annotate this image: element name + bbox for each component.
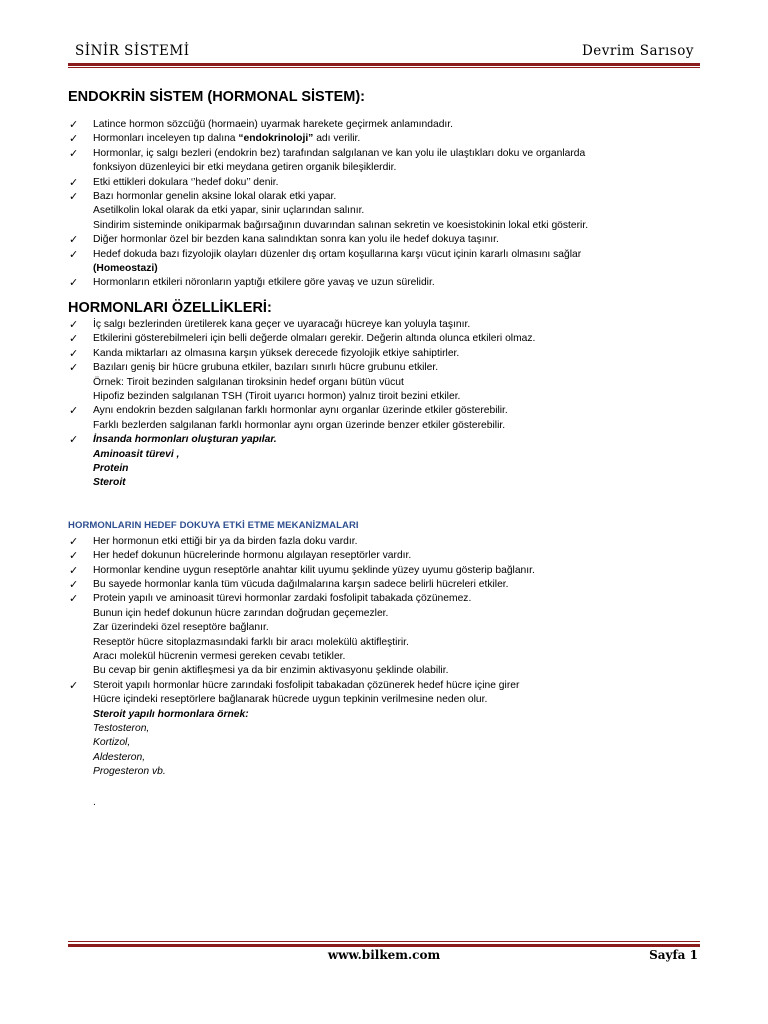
check-mark-icon: ✓ bbox=[69, 549, 79, 563]
list-item-text: Her hedef dokunun hücrelerinde hormonu algılayan reseptörler vardır. bbox=[93, 550, 412, 562]
section-title-endokrin: ENDOKRİN SİSTEM (HORMONAL SİSTEM): bbox=[68, 89, 365, 105]
check-mark-icon: ✓ bbox=[69, 346, 79, 360]
list-item-text: Her hormonun etki ettiği bir ya da birden fazla doku vardır. bbox=[93, 535, 358, 547]
list-item-text: Bunun için hedef dokunun hücre zarından doğrudan geçemezler. bbox=[93, 607, 389, 619]
check-mark-icon: ✓ bbox=[69, 563, 79, 577]
list-item-text: Asetilkolin lokal olarak da etki yapar, sinir uçlarından salınır. bbox=[93, 205, 365, 217]
type-item: Steroit bbox=[93, 477, 126, 489]
list-item-text: Zar üzerindeki özel reseptöre bağlanır. bbox=[93, 622, 269, 634]
list-item bbox=[68, 132, 700, 146]
check-mark-icon: ✓ bbox=[69, 276, 79, 290]
check-mark-icon: ✓ bbox=[69, 678, 79, 692]
list-item bbox=[68, 361, 700, 404]
list-item-text: Kanda miktarları az olmasına karşın yüksek derecede fizyolojik etkiye sahiptirler. bbox=[93, 347, 460, 359]
check-mark-icon: ✓ bbox=[69, 175, 79, 189]
check-mark-icon: ✓ bbox=[69, 332, 79, 346]
footer-url[interactable]: www.bilkem.com bbox=[327, 948, 441, 962]
list-item bbox=[68, 332, 700, 346]
list-item-text: Bazı hormonlar genelin aksine lokal olarak etki yapar. bbox=[93, 191, 337, 203]
list-item-text: Reseptör hücre sitoplazmasındaki farklı bir aracı molekülü aktifleştirir. bbox=[93, 636, 409, 648]
check-mark-icon: ✓ bbox=[69, 433, 79, 447]
list-item-text: Farklı bezlerden salgılanan farklı hormonlar aynı organ üzerinde benzer etkiler gösterebilir. bbox=[93, 419, 506, 431]
check-mark-icon: ✓ bbox=[69, 404, 79, 418]
list-item bbox=[68, 404, 700, 433]
footer-rule-thin bbox=[68, 941, 700, 942]
list-item bbox=[68, 347, 700, 361]
list-item-text: Bu sayede hormonlar kanla tüm vücuda dağılmalarına karşın sadece belirli hücreleri etkiler. bbox=[93, 578, 509, 590]
list-item-bold-text: (Homeostazi) bbox=[93, 263, 158, 275]
list-item-text: Sindirim sisteminde onikiparmak bağırsağının duvarından salınan sekretin ve koesistokinin lokal etki gösterir. bbox=[93, 219, 589, 231]
check-mark-icon: ✓ bbox=[69, 534, 79, 548]
section2-list bbox=[68, 318, 700, 433]
list-item-text: Etkilerini gösterebilmeleri için belli değerde olmaları gerekir. Değerin altında olunca etkileri olmaz. bbox=[93, 333, 536, 345]
list-item bbox=[68, 233, 700, 247]
list-item bbox=[68, 433, 700, 491]
page-number: Sayfa 1 bbox=[649, 948, 698, 962]
examples-list bbox=[68, 722, 700, 780]
section-title-ozellikler: HORMONLARI ÖZELLİKLERİ: bbox=[68, 299, 272, 316]
list-item bbox=[68, 118, 700, 132]
list-item bbox=[68, 564, 700, 578]
list-item-text: Hormonlar, iç salgı bezleri (endokrin bez) tarafından salgılanan ve kan yolu ile ulaştıkları doku ve organlarda bbox=[93, 147, 586, 159]
example-item: Aldesteron, bbox=[93, 751, 146, 763]
check-mark-icon: ✓ bbox=[69, 317, 79, 331]
text-bold: “endokrinoloji” bbox=[238, 133, 314, 145]
list-item-text: Hormonların etkileri nöronların yaptığı etkilere göre yavaş ve uzun sürelidir. bbox=[93, 277, 435, 289]
list-item-text: Hipofiz bezinden salgılanan TSH (Tiroit uyarıcı hormon) yalnız tiroit bezini etkiler. bbox=[93, 390, 461, 402]
types-list bbox=[93, 448, 700, 491]
type-item: Aminoasit türevi , bbox=[93, 448, 180, 460]
check-mark-icon: ✓ bbox=[69, 118, 79, 131]
section1-list bbox=[68, 118, 700, 291]
list-item bbox=[68, 276, 700, 290]
list-item bbox=[68, 147, 700, 176]
types-heading: İnsanda hormonları oluşturan yapılar. bbox=[93, 434, 277, 446]
list-item-text: fonksiyon düzenleyici bir etki meydana getiren organik bileşiklerdir. bbox=[93, 162, 397, 174]
list-item bbox=[68, 679, 700, 708]
text-post: adı verilir. bbox=[313, 133, 361, 145]
example-item: Kortizol, bbox=[93, 737, 131, 749]
list-item bbox=[68, 176, 700, 190]
list-item bbox=[68, 248, 700, 277]
list-item-text: Protein yapılı ve aminoasit türevi hormonlar zardaki fosfolipit tabakada çözünemez. bbox=[93, 593, 472, 605]
footer-rule-thick bbox=[68, 944, 700, 947]
list-item bbox=[68, 578, 700, 592]
trailing-dot: . bbox=[93, 796, 96, 808]
section-title-mekanizmalar: HORMONLARIN HEDEF DOKUYA ETKİ ETME MEKANİZMALARI bbox=[68, 519, 359, 531]
list-item-text: Bu cevap bir genin aktifleşmesi ya da bir enzimin aktivasyonu şeklinde olabilir. bbox=[93, 665, 449, 677]
example-item: Progesteron vb. bbox=[93, 766, 166, 778]
list-item-text: Aracı molekül hücrenin vermesi gereken cevabı tetikler. bbox=[93, 651, 346, 662]
list-item-text: Etki ettikleri dokulara ‘’hedef doku’’ denir. bbox=[93, 176, 279, 188]
list-item-text bbox=[93, 132, 700, 146]
list-item-text: Hedef dokuda bazı fizyolojik olayları düzenler dış ortam koşullarına karşı vücut içinin kararlı olmasını sağlar bbox=[93, 248, 582, 260]
list-item-text: Latince hormon sözcüğü (hormaein) uyarmak harekete geçirmek anlamındadır. bbox=[93, 119, 453, 130]
document-body bbox=[68, 88, 700, 810]
list-item bbox=[68, 535, 700, 549]
list-item bbox=[68, 190, 700, 233]
check-mark-icon: ✓ bbox=[69, 361, 79, 375]
page-header bbox=[68, 40, 700, 60]
type-item: Protein bbox=[93, 462, 129, 474]
list-item bbox=[68, 318, 700, 332]
list-item bbox=[68, 592, 700, 678]
example-item: Testosteron, bbox=[93, 723, 150, 735]
check-mark-icon: ✓ bbox=[69, 233, 79, 247]
section3-list bbox=[68, 535, 700, 708]
check-mark-icon: ✓ bbox=[69, 247, 79, 261]
list-item-text: İç salgı bezlerinden üretilerek kana geçer ve uyaracağı hücreye kan yoluyla taşınır. bbox=[93, 318, 471, 330]
header-title: SİNİR SİSTEMİ bbox=[75, 43, 190, 59]
check-mark-icon: ✓ bbox=[69, 577, 79, 591]
list-item bbox=[68, 549, 700, 563]
list-item-text: Aynı endokrin bezden salgılanan farklı hormonlar aynı organlar üzerinde etkiler gösterebilir. bbox=[93, 405, 508, 417]
examples-heading: Steroit yapılı hormonlara örnek: bbox=[93, 708, 249, 720]
list-item-text: Bazıları geniş bir hücre grubuna etkiler, bazıları sınırlı hücre grubunu etkiler. bbox=[93, 362, 439, 374]
list-item-text: Diğer hormonlar özel bir bezden kana salındıktan sonra kan yolu ile hedef dokuya taşınır. bbox=[93, 234, 499, 246]
text-pre: Hormonları inceleyen tıp dalına bbox=[93, 133, 239, 145]
list-item-text: Örnek: Tiroit bezinden salgılanan tiroksinin hedef organı bütün vücut bbox=[93, 376, 404, 388]
check-mark-icon: ✓ bbox=[69, 132, 79, 146]
header-rule-thin bbox=[68, 67, 700, 68]
check-mark-icon: ✓ bbox=[69, 146, 79, 160]
list-item-text: Steroit yapılı hormonlar hücre zarındaki fosfolipit tabakadan çözünerek hedef hücre içine girer bbox=[93, 679, 520, 691]
list-item-text: Hücre içindeki reseptörlere bağlanarak hücrede uygun tepkinin verilmesine neden olur. bbox=[93, 694, 488, 706]
list-item-text: Hormonlar kendine uygun reseptörle anahtar kilit uyumu şeklinde yüzey uyumu gösterip bağlanır. bbox=[93, 564, 535, 576]
header-author: Devrim Sarısoy bbox=[581, 43, 694, 59]
check-mark-icon: ✓ bbox=[69, 190, 79, 204]
check-mark-icon: ✓ bbox=[69, 592, 79, 606]
header-rule-thick bbox=[68, 63, 700, 66]
